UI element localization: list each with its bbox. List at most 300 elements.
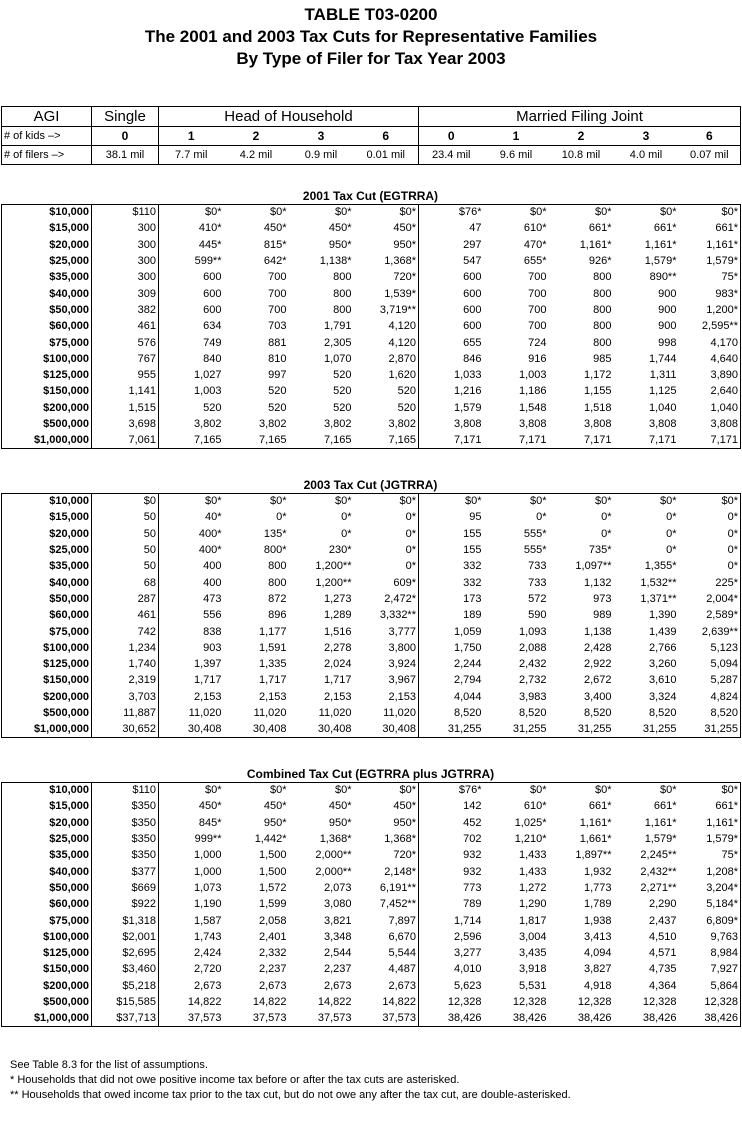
value-cell: 950*: [328, 238, 352, 251]
value-cell: 3,808: [518, 418, 547, 430]
value-cell: 6,670: [388, 930, 416, 943]
value-cell: 700: [528, 320, 547, 333]
value-cell: 800: [593, 320, 612, 333]
kids-cell: 3: [642, 129, 650, 143]
value-cell: 37,573: [252, 1012, 287, 1025]
kids-cell: 2: [252, 129, 260, 143]
value-cell: 473: [159, 591, 224, 607]
value-cell: 2,332: [258, 947, 287, 960]
value-cell: 7,171: [419, 433, 484, 449]
value-cell: 6,191**: [379, 881, 416, 894]
value-cell: 12,328: [512, 996, 547, 1008]
value-cell: $1,318: [92, 913, 159, 929]
value-cell: 1,548: [518, 401, 547, 414]
value-cell: 2,000**: [315, 865, 352, 878]
value-cell: 1,190: [159, 897, 224, 913]
value-cell: 5,184*: [679, 897, 741, 913]
value-cell: $669: [92, 880, 159, 896]
value-cell: 720*: [393, 271, 416, 284]
value-cell: 31,255: [577, 723, 612, 736]
value-cell: 800: [593, 303, 612, 316]
value-cell: $350: [92, 799, 159, 815]
value-cell: 789: [419, 897, 484, 913]
filers-cell: 0.9 mil: [289, 146, 354, 165]
value-cell: $0*: [159, 205, 224, 221]
value-cell: 576: [92, 335, 159, 351]
table-row: [2, 494, 741, 510]
agi-cell: $40,000: [2, 864, 92, 880]
value-cell: 1,516: [323, 625, 352, 638]
value-cell: 230*: [328, 544, 352, 557]
value-cell: 4,571: [648, 947, 677, 960]
value-cell: 700: [528, 303, 547, 316]
agi-cell: $75,000: [2, 335, 92, 351]
value-cell: 3,324: [648, 690, 677, 703]
table-row: [2, 319, 741, 335]
value-cell: 1,040: [648, 401, 677, 414]
table-row: [2, 864, 741, 880]
value-cell: 1,161*: [579, 238, 612, 251]
value-cell: 932: [419, 848, 484, 864]
value-cell: 1,027: [159, 367, 224, 383]
value-cell: 0*: [679, 510, 741, 526]
table-row: [2, 433, 741, 449]
value-cell: 926*: [588, 255, 612, 268]
value-cell: $0*: [594, 784, 612, 797]
value-cell: 773: [419, 880, 484, 896]
value-cell: 450*: [263, 222, 287, 235]
value-cell: 3,827: [583, 963, 612, 976]
value-cell: 3,703: [92, 689, 159, 705]
value-cell: 2,428: [583, 641, 612, 654]
agi-cell: $150,000: [2, 673, 92, 689]
value-cell: 2,073: [323, 881, 352, 894]
value-cell: 3,802: [258, 418, 287, 430]
header-table: [1, 106, 741, 165]
value-cell: 7,452**: [379, 898, 416, 911]
value-cell: $0*: [269, 784, 287, 797]
value-cell: 4,120: [388, 320, 416, 333]
value-cell: 68: [92, 575, 159, 591]
table-row: [2, 351, 741, 367]
value-cell: 2,088: [518, 641, 547, 654]
agi-cell: $200,000: [2, 400, 92, 416]
value-cell: 555*: [523, 544, 547, 557]
data-table: [1, 204, 741, 449]
table-row: [2, 542, 741, 558]
value-cell: 1,200**: [315, 576, 352, 589]
value-cell: 800: [333, 271, 352, 284]
value-cell: 950*: [263, 816, 287, 829]
value-cell: 1,311: [649, 369, 677, 382]
kids-label: # of kids –>: [2, 127, 92, 146]
value-cell: 2,720: [159, 962, 224, 978]
value-cell: 0*: [666, 511, 677, 524]
value-cell: 0*: [405, 560, 416, 573]
value-cell: 38,426: [642, 1012, 677, 1025]
value-cell: 3,808: [679, 416, 741, 432]
value-cell: 4,918: [583, 979, 612, 992]
value-cell: 916: [528, 352, 547, 365]
table-row: [2, 591, 741, 607]
value-cell: 0*: [679, 559, 741, 575]
value-cell: 600: [419, 286, 484, 302]
value-cell: 973: [593, 592, 612, 605]
value-cell: $0*: [334, 784, 352, 797]
value-cell: 50: [92, 526, 159, 542]
value-cell: 998: [658, 336, 677, 349]
value-cell: 95: [419, 510, 484, 526]
value-cell: 700: [268, 287, 287, 300]
value-cell: $0*: [334, 495, 352, 508]
value-cell: 1,003: [159, 384, 224, 400]
value-cell: 642*: [263, 255, 287, 268]
value-cell: 7,165: [159, 433, 224, 449]
value-cell: 3,435: [518, 947, 547, 960]
agi-cell: $200,000: [2, 978, 92, 994]
value-cell: 2,153: [159, 689, 224, 705]
value-cell: 950*: [393, 816, 416, 829]
value-cell: 556: [159, 608, 224, 624]
value-cell: 461: [92, 608, 159, 624]
agi-cell: $25,000: [2, 542, 92, 558]
value-cell: 2,305: [323, 336, 352, 349]
agi-cell: $35,000: [2, 848, 92, 864]
value-cell: 400: [159, 559, 224, 575]
value-cell: 700: [268, 271, 287, 284]
value-cell: 31,255: [642, 723, 677, 736]
value-cell: 382: [92, 302, 159, 318]
value-cell: 2,732: [518, 674, 547, 687]
value-cell: 8,984: [679, 945, 741, 961]
value-cell: 3,698: [92, 416, 159, 432]
value-cell: 2,024: [323, 658, 352, 671]
value-cell: 2,673: [388, 979, 416, 992]
value-cell: 2,244: [419, 656, 484, 672]
value-cell: $2,695: [92, 945, 159, 961]
value-cell: 4,640: [679, 351, 741, 367]
value-cell: 3,808: [583, 418, 612, 430]
value-cell: 810: [268, 352, 287, 365]
value-cell: 1,579*: [679, 831, 741, 847]
agi-cell: $100,000: [2, 640, 92, 656]
value-cell: 3,719**: [379, 303, 416, 316]
value-cell: 702: [419, 831, 484, 847]
value-cell: 461: [92, 319, 159, 335]
value-cell: 1,442*: [254, 833, 287, 846]
value-cell: 3,924: [388, 658, 416, 671]
value-cell: 1,234: [92, 640, 159, 656]
value-cell: 450*: [393, 800, 416, 813]
value-cell: 3,918: [518, 963, 547, 976]
value-cell: 1,714: [419, 913, 484, 929]
value-cell: 555*: [523, 527, 547, 540]
value-cell: 520: [397, 401, 416, 414]
value-cell: 1,025*: [514, 816, 547, 829]
value-cell: 1,177: [258, 625, 287, 638]
value-cell: 8,520: [648, 707, 677, 719]
value-cell: 50: [92, 559, 159, 575]
value-cell: 838: [159, 624, 224, 640]
value-cell: 0*: [679, 542, 741, 558]
table-row: [2, 526, 741, 542]
value-cell: 2,004*: [679, 591, 741, 607]
value-cell: 0*: [666, 544, 677, 557]
footnote: See Table 8.3 for the list of assumptions.: [10, 1059, 208, 1071]
value-cell: 1,897**: [575, 849, 612, 862]
value-cell: $922: [92, 897, 159, 913]
value-cell: 0*: [405, 544, 416, 557]
section-jgtrra: [1, 477, 740, 738]
value-cell: 1,599: [258, 898, 287, 911]
kids-cell: 2: [577, 129, 585, 143]
value-cell: 155: [419, 526, 484, 542]
value-cell: 300: [92, 221, 159, 237]
value-cell: 1,290: [518, 898, 547, 911]
value-cell: 2,245**: [640, 849, 677, 862]
value-cell: 2,000**: [315, 849, 352, 862]
table-row: [2, 689, 741, 705]
table-row: [2, 608, 741, 624]
value-cell: 742: [92, 624, 159, 640]
value-cell: 840: [159, 351, 224, 367]
value-cell: 4,510: [648, 930, 677, 943]
agi-cell: $15,000: [2, 799, 92, 815]
value-cell: 31,255: [679, 722, 741, 738]
value-cell: 0*: [341, 527, 352, 540]
value-cell: 50: [92, 510, 159, 526]
value-cell: 37,573: [382, 1012, 416, 1025]
value-cell: 1,272: [518, 881, 547, 894]
value-cell: 661*: [588, 800, 612, 813]
value-cell: 600: [419, 270, 484, 286]
value-cell: 932: [419, 864, 484, 880]
value-cell: 3,277: [419, 945, 484, 961]
value-cell: 1,740: [92, 656, 159, 672]
value-cell: 846: [419, 351, 484, 367]
value-cell: 40*: [159, 510, 224, 526]
value-cell: 38,426: [679, 1011, 741, 1027]
agi-cell: $50,000: [2, 302, 92, 318]
value-cell: 3,610: [648, 674, 677, 687]
value-cell: 520: [333, 369, 352, 382]
value-cell: 1,070: [323, 352, 352, 365]
agi-cell: $1,000,000: [2, 722, 92, 738]
value-cell: 3,802: [159, 416, 224, 432]
value-cell: 12,328: [642, 996, 677, 1008]
value-cell: 450*: [263, 800, 287, 813]
agi-cell: $35,000: [2, 559, 92, 575]
value-cell: 999**: [159, 831, 224, 847]
agi-cell: $500,000: [2, 416, 92, 432]
agi-cell: $40,000: [2, 286, 92, 302]
value-cell: 2,271**: [640, 881, 677, 894]
value-cell: 1,817: [518, 914, 547, 927]
value-cell: 572: [528, 592, 547, 605]
value-cell: 300: [92, 270, 159, 286]
value-cell: 8,520: [583, 707, 612, 719]
value-cell: 4,094: [583, 947, 612, 960]
agi-cell: $20,000: [2, 237, 92, 253]
value-cell: 0*: [666, 527, 677, 540]
value-cell: 547: [419, 253, 484, 269]
table-row: [2, 559, 741, 575]
value-cell: 332: [419, 559, 484, 575]
value-cell: 1,750: [419, 640, 484, 656]
value-cell: 520: [268, 385, 287, 398]
filers-row: [2, 146, 741, 165]
agi-cell: $60,000: [2, 319, 92, 335]
value-cell: 8,520: [518, 707, 547, 719]
table-row: [2, 722, 741, 738]
value-cell: 724: [528, 336, 547, 349]
value-cell: 1,000: [159, 864, 224, 880]
value-cell: 881: [268, 336, 287, 349]
value-cell: 1,186: [518, 385, 547, 398]
value-cell: 1,390: [648, 609, 677, 622]
table-row: [2, 367, 741, 383]
value-cell: 1,200**: [315, 560, 352, 573]
title-block: [0, 0, 742, 70]
value-cell: 599**: [159, 253, 224, 269]
value-cell: 2,589*: [679, 608, 741, 624]
filers-cell: 4.0 mil: [614, 146, 679, 165]
value-cell: 8,520: [679, 705, 741, 721]
value-cell: 31,255: [512, 723, 547, 736]
value-cell: 11,020: [253, 707, 287, 719]
value-cell: 1,003: [518, 369, 547, 382]
table-row: [2, 205, 741, 221]
value-cell: 3,802: [323, 418, 352, 430]
value-cell: 75*: [679, 848, 741, 864]
section-title: Combined Tax Cut (EGTRRA plus JGTRRA): [246, 767, 495, 781]
value-cell: 1,138*: [319, 255, 352, 268]
value-cell: 900: [658, 320, 677, 333]
table-row: [2, 945, 741, 961]
value-cell: 3,777: [388, 625, 416, 638]
agi-cell: $40,000: [2, 575, 92, 591]
value-cell: $0*: [399, 495, 416, 508]
value-cell: 590: [528, 609, 547, 622]
value-cell: 800*: [263, 544, 287, 557]
value-cell: 7,165: [323, 434, 352, 447]
filers-cell: 10.8 mil: [549, 146, 614, 165]
agi-cell: $25,000: [2, 253, 92, 269]
table-row: [2, 1011, 741, 1027]
value-cell: 7,171: [518, 434, 547, 447]
value-cell: 1,273: [323, 592, 352, 605]
value-cell: 1,355*: [644, 560, 677, 573]
value-cell: 30,408: [382, 723, 416, 736]
value-cell: 7,171: [679, 433, 741, 449]
value-cell: 445*: [159, 237, 224, 253]
value-cell: 609*: [393, 576, 416, 589]
value-cell: 1,433: [518, 849, 547, 862]
value-cell: 1,773: [583, 881, 612, 894]
value-cell: 655*: [523, 255, 547, 268]
value-cell: 0*: [341, 511, 352, 524]
value-cell: 450*: [328, 222, 352, 235]
value-cell: 1,161*: [679, 237, 741, 253]
value-cell: 896: [268, 609, 287, 622]
section-title: 2001 Tax Cut (EGTRRA): [302, 189, 439, 203]
value-cell: $110: [92, 783, 159, 799]
kids-cell: 1: [159, 127, 224, 146]
value-cell: 3,204*: [679, 880, 741, 896]
value-cell: 3,413: [583, 930, 612, 943]
value-cell: 735*: [588, 544, 612, 557]
value-cell: 30,408: [159, 722, 224, 738]
value-cell: 11,020: [318, 707, 352, 719]
value-cell: 450*: [393, 222, 416, 235]
value-cell: 1,572: [258, 881, 287, 894]
table-row: [2, 994, 741, 1010]
value-cell: $0*: [419, 494, 484, 510]
table-row: [2, 624, 741, 640]
value-cell: 142: [419, 799, 484, 815]
value-cell: 7,171: [648, 434, 677, 447]
value-cell: 0*: [276, 511, 287, 524]
value-cell: 1,141: [92, 384, 159, 400]
value-cell: 520: [333, 385, 352, 398]
value-cell: 450*: [328, 800, 352, 813]
value-cell: 2,148*: [384, 865, 416, 878]
value-cell: 1,368*: [319, 833, 352, 846]
value-cell: 1,125: [648, 385, 677, 398]
agi-cell: $75,000: [2, 624, 92, 640]
value-cell: 749: [159, 335, 224, 351]
agi-cell: $1,000,000: [2, 433, 92, 449]
value-cell: 1,661*: [579, 833, 612, 846]
value-cell: 1,938: [583, 914, 612, 927]
value-cell: $0*: [659, 206, 677, 219]
value-cell: 0*: [601, 511, 612, 524]
value-cell: 38,426: [577, 1012, 612, 1025]
value-cell: 155: [419, 542, 484, 558]
agi-cell: $75,000: [2, 913, 92, 929]
value-cell: $350: [92, 831, 159, 847]
table-row: [2, 913, 741, 929]
value-cell: 7,897: [388, 914, 416, 927]
value-cell: $37,713: [92, 1011, 159, 1027]
value-cell: $2,001: [92, 929, 159, 945]
value-cell: 800: [268, 576, 287, 589]
value-cell: 7,171: [583, 434, 612, 447]
value-cell: 2,058: [258, 914, 287, 927]
value-cell: 5,094: [679, 656, 741, 672]
value-cell: 38,426: [512, 1012, 547, 1025]
value-cell: 661*: [679, 221, 741, 237]
value-cell: 5,623: [419, 978, 484, 994]
value-cell: $15,585: [92, 994, 159, 1010]
value-cell: 2,672: [583, 674, 612, 687]
value-cell: 1,161*: [579, 816, 612, 829]
hoh-header: Head of Household: [159, 107, 419, 127]
value-cell: 4,120: [388, 336, 416, 349]
value-cell: 3,080: [323, 898, 352, 911]
filers-cell: 23.4 mil: [419, 146, 484, 165]
value-cell: 3,808: [419, 416, 484, 432]
value-cell: 2,437: [648, 914, 677, 927]
value-cell: 30,408: [317, 723, 352, 736]
value-cell: 900: [658, 287, 677, 300]
agi-cell: $35,000: [2, 270, 92, 286]
value-cell: 2,922: [583, 658, 612, 671]
agi-cell: $125,000: [2, 367, 92, 383]
value-cell: 2,640: [679, 384, 741, 400]
value-cell: 520: [333, 401, 352, 414]
value-cell: 520: [159, 400, 224, 416]
